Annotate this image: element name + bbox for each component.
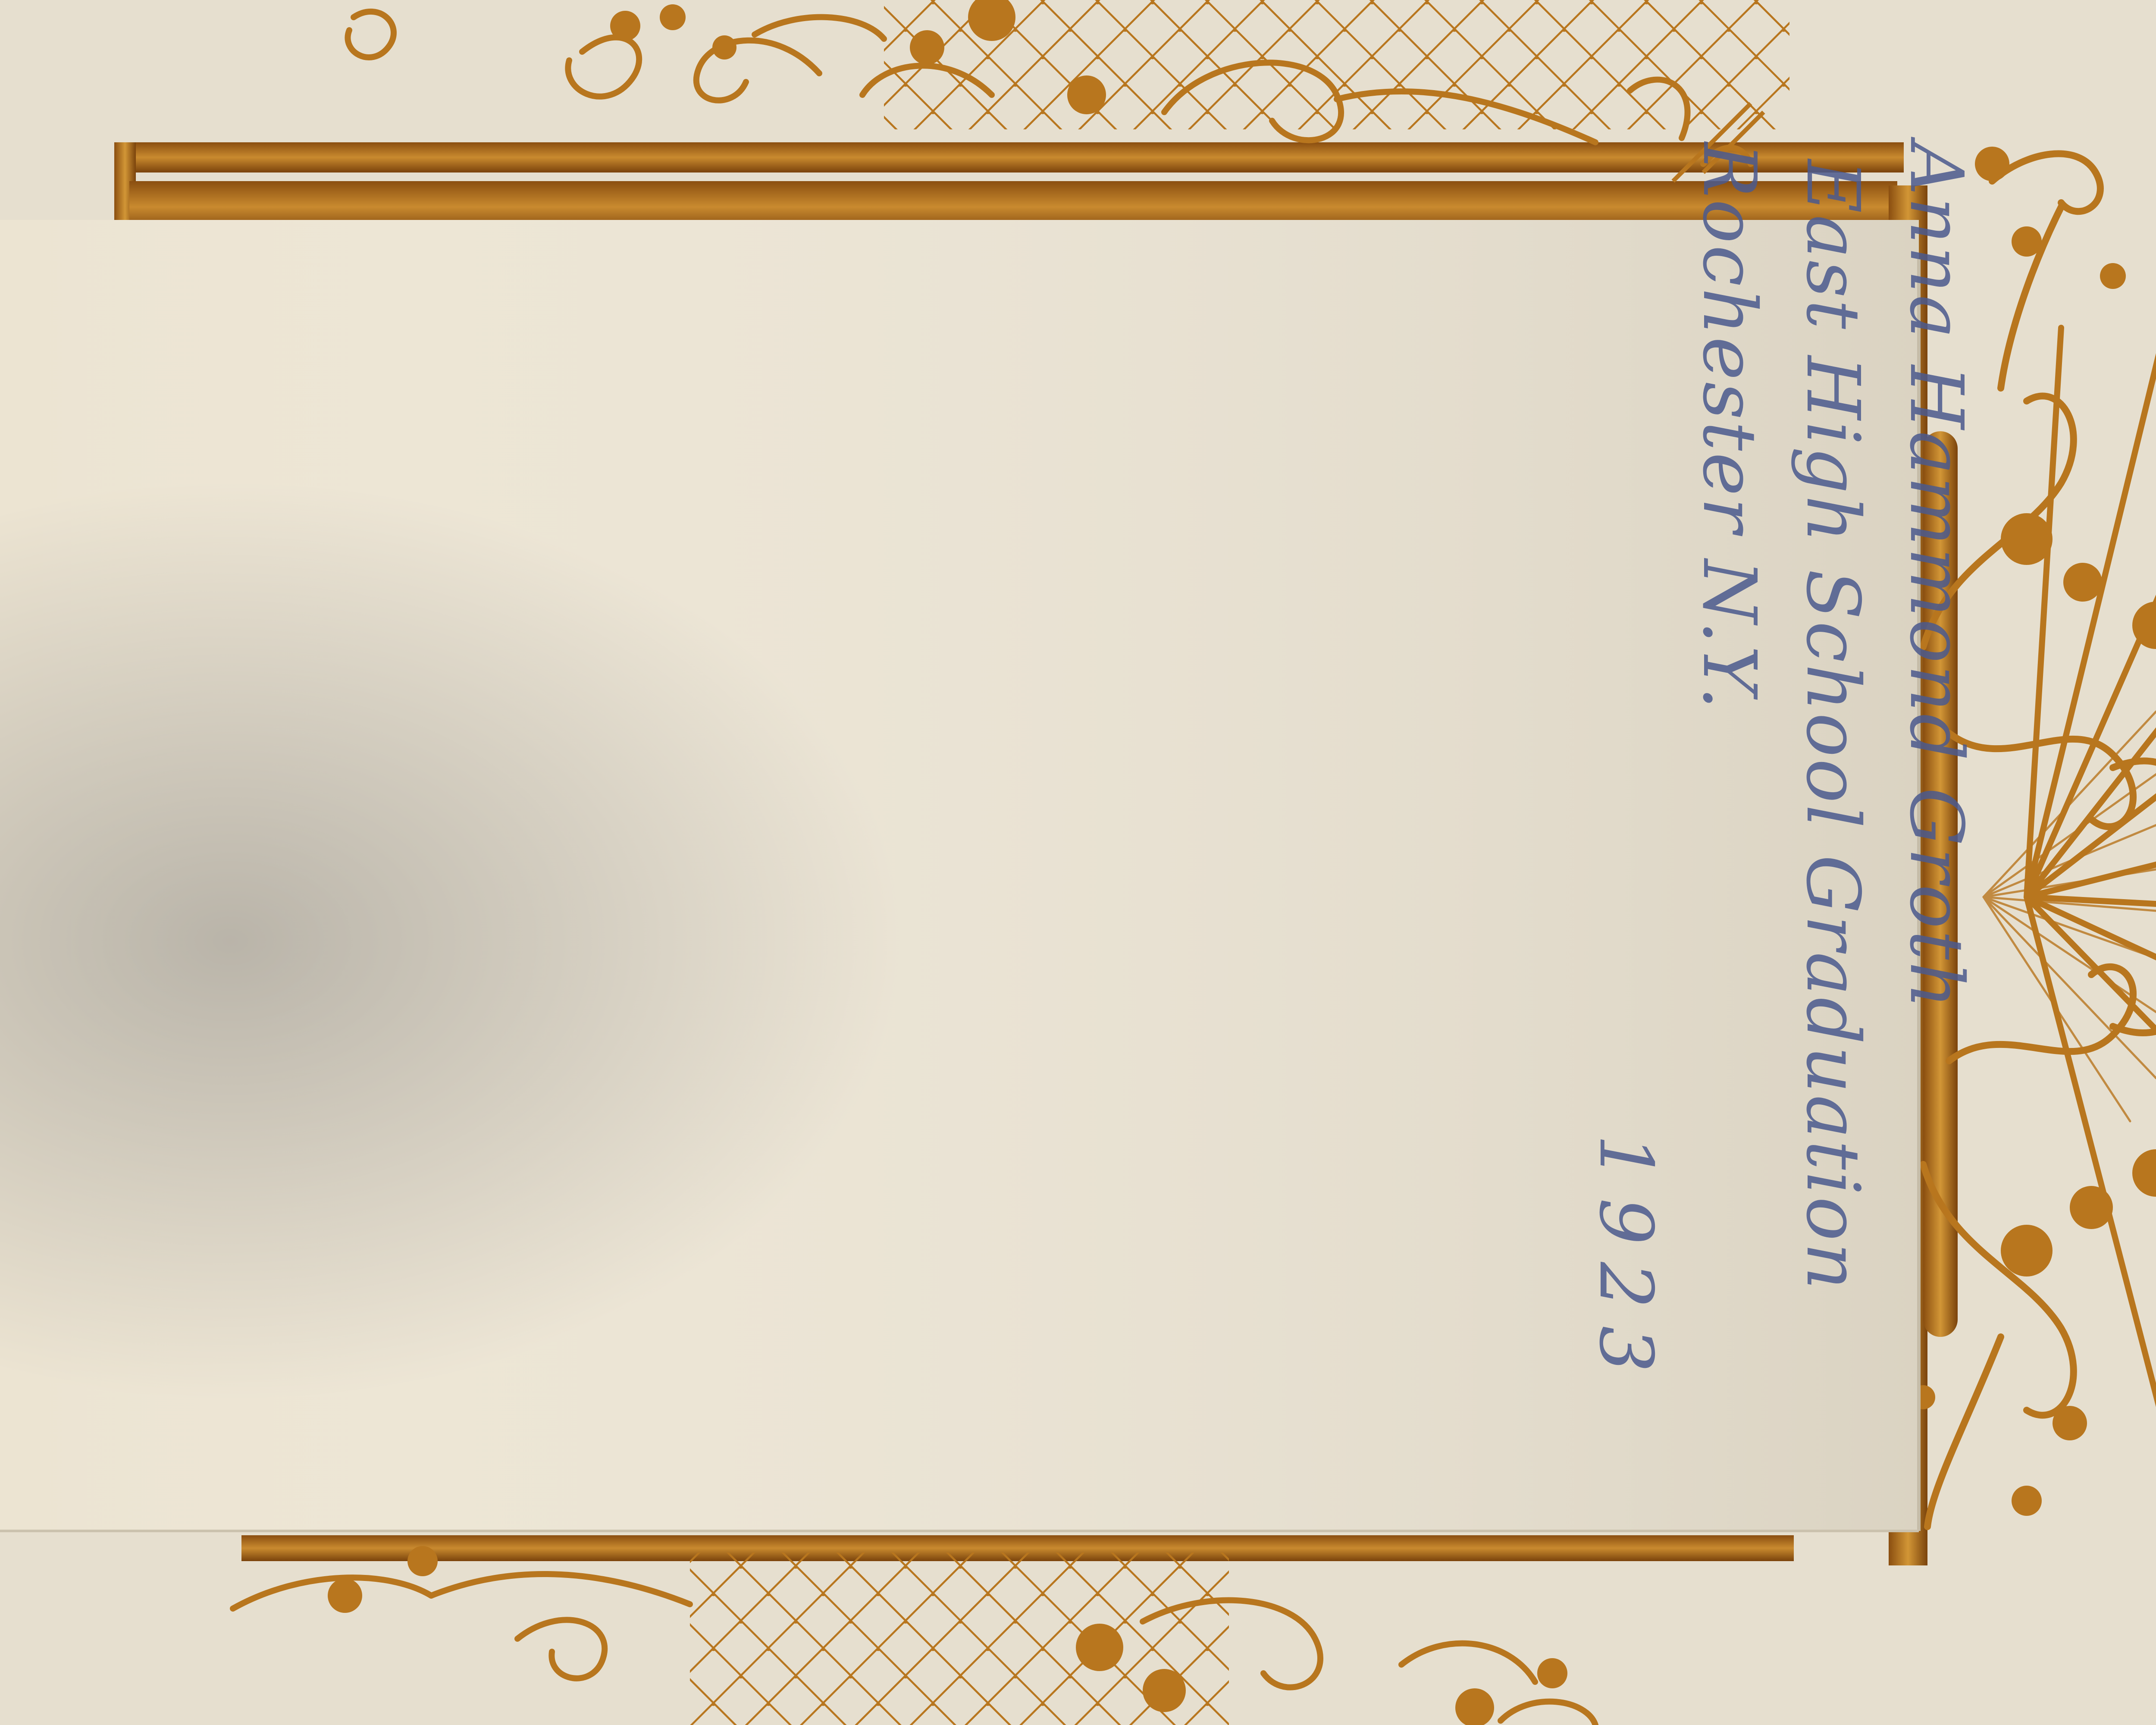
inscription-year: 1923	[1583, 1134, 1668, 1390]
inscription-name: Anna Hammond Groth	[1893, 142, 1979, 1011]
inscription-place: Rochester N.Y.	[1686, 142, 1772, 712]
inscription-event: East High School Graduation	[1790, 160, 1875, 1292]
handwritten-inscription	[1583, 142, 1988, 1609]
